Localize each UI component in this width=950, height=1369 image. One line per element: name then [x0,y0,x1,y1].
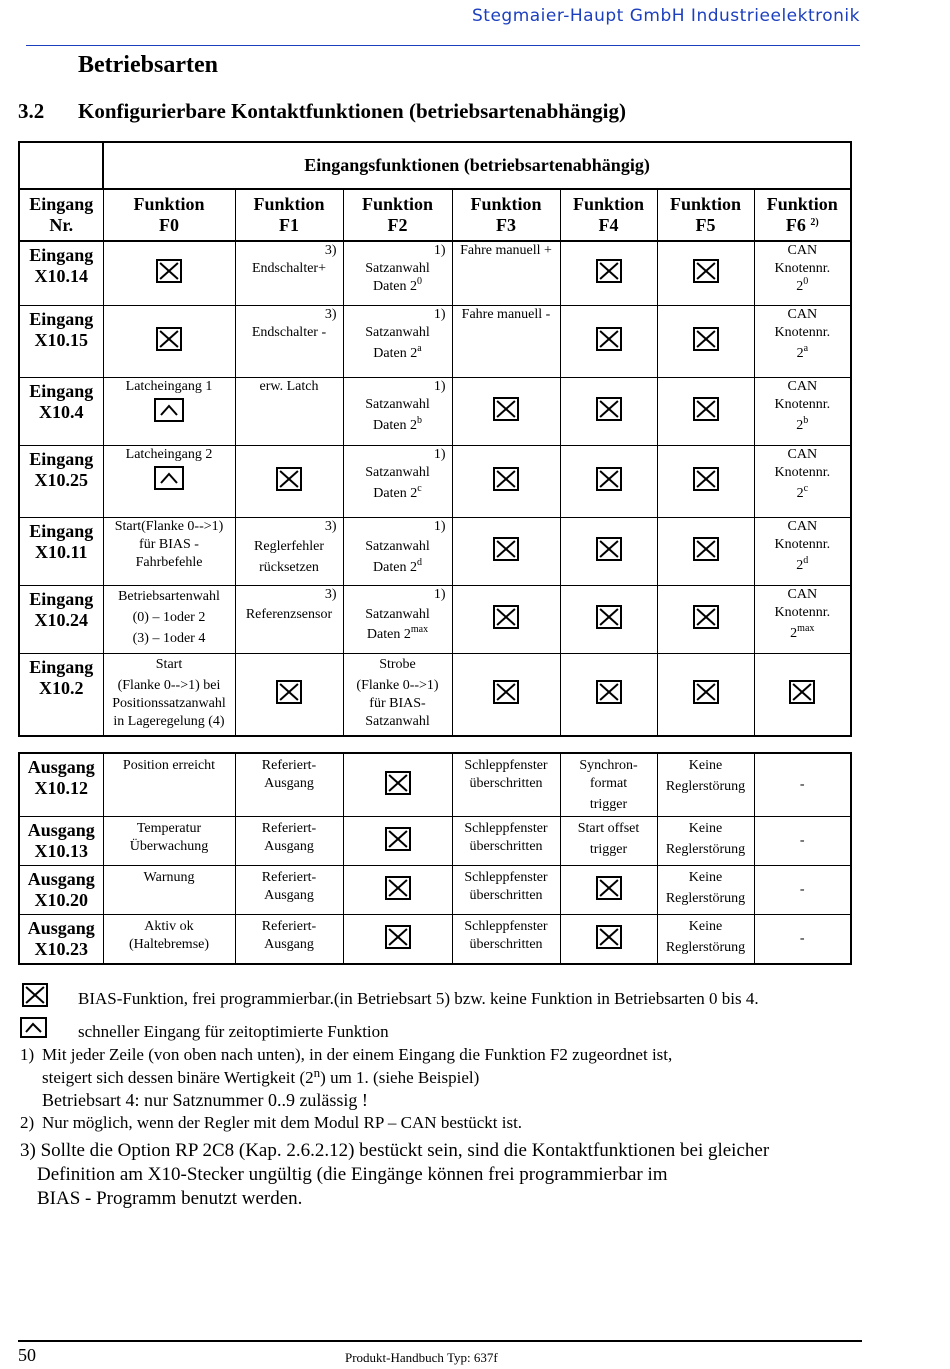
table-row [19,753,851,816]
cell-f5: Keine Reglerstörung [657,816,754,865]
cell-f6: CAN Knotennr. $2^{max}$ [754,585,851,653]
col-header-f5: Funktion F5 [657,189,754,241]
cell-f2: 1) Satzanwahl Daten 2$^c$ [343,445,452,517]
bias-function-icon [596,397,622,421]
fast-input-icon [154,466,184,490]
cell-f2: 1) Satzanwahl Daten $2^{max}$ [343,585,452,653]
bias-function-icon [493,605,519,629]
table-row [19,445,851,517]
bias-function-icon [693,605,719,629]
col-header-f0: Funktion F0 [103,189,235,241]
col-header-f3: Funktion F3 [452,189,560,241]
cell-f3 [452,653,560,736]
footnote-1: 1) Mit jeder Zeile (von oben nach unten), in der einem Eingang die Funktion F2 zugeordnet ist, steigert sich dessen binäre Wertigkeit (2$^n$) um 1. (siehe Beispiel) Betriebsart 4: nur Satznummer 0..9 zulässig ! [20,1045,673,1110]
cell-f3: Schleppfenster überschritten [452,865,560,914]
bias-function-icon [789,680,815,704]
cell-f1: Referiert- Ausgang [235,753,343,816]
footnote-2: 2) Nur möglich, wenn der Regler mit dem Modul RP – CAN bestückt ist. [20,1113,523,1132]
footer-rule [18,1340,862,1342]
cell-f4 [560,585,657,653]
footnote-ref: 2) [810,217,819,228]
row-label: Eingang X10.25 [19,445,103,517]
cell-f4: Start offset trigger [560,816,657,865]
cell-f4 [560,653,657,736]
cell-f1: 3) Referenzsensor [235,585,343,653]
cell-f6: - [754,865,851,914]
cell-f6: CAN Knotennr. 2$^c$ [754,445,851,517]
inputs-table [18,141,852,737]
table-row [19,241,851,305]
bias-function-icon [385,771,411,795]
row-label: Ausgang X10.20 [19,865,103,914]
cell-f4 [560,241,657,305]
cell-f4 [560,445,657,517]
cell-f5 [657,517,754,585]
cell-f0: Start (Flanke 0-->1) bei Positionssatzanwahl in Lageregelung (4) [103,653,235,736]
footer-text: Produkt-Handbuch Typ: 637f [345,1350,498,1365]
cell-f5 [657,445,754,517]
cell-f0: Position erreicht [103,753,235,816]
page-title: Betriebsarten [78,52,218,78]
cell-f1: Referiert- Ausgang [235,865,343,914]
cell-f0 [103,241,235,305]
cell-f6: - [754,816,851,865]
bias-function-icon [276,680,302,704]
col-header-f1: Funktion F1 [235,189,343,241]
row-label: Eingang X10.14 [19,241,103,305]
cell-f1: Referiert- Ausgang [235,816,343,865]
table-row [19,305,851,377]
cell-f6: - [754,914,851,964]
cell-f4: Synchron- format trigger [560,753,657,816]
row-label: Eingang X10.2 [19,653,103,736]
cell-f5 [657,585,754,653]
cell-f3 [452,445,560,517]
cell-f3 [452,377,560,445]
cell-f3: Schleppfenster überschritten [452,816,560,865]
bias-function-icon [596,467,622,491]
cell-f1 [235,653,343,736]
bias-function-icon [156,327,182,351]
cell-f0: Temperatur Überwachung [103,816,235,865]
row-label: Eingang X10.15 [19,305,103,377]
cell-f2: 1) Satzanwahl Daten 2$^a$ [343,305,452,377]
bias-function-icon [596,605,622,629]
cell-f0: Betriebsartenwahl (0) – 1oder 2 (3) – 1oder 4 [103,585,235,653]
bias-function-icon [493,467,519,491]
cell-f5: Keine Reglerstörung [657,865,754,914]
table-row [19,517,851,585]
cell-f1: 3) Endschalter - [235,305,343,377]
cell-f2 [343,914,452,964]
cell-f4 [560,517,657,585]
bias-function-icon [493,680,519,704]
cell-f6 [754,653,851,736]
section-heading [18,99,626,124]
col-header-f4: Funktion F4 [560,189,657,241]
cell-f0: Latcheingang 1 [103,377,235,445]
cell-f1 [235,445,343,517]
cell-f6: CAN Knotennr. 2$^a$ [754,305,851,377]
cell-f4 [560,305,657,377]
cell-f6: CAN Knotennr. 2$^b$ [754,377,851,445]
bias-function-icon [385,827,411,851]
cell-f3 [452,517,560,585]
cell-f3 [452,585,560,653]
cell-f0: Warnung [103,865,235,914]
table-row [19,914,851,964]
corner-cell [19,142,103,189]
bias-function-icon [385,876,411,900]
bias-function-icon [596,876,622,900]
cell-f2 [343,753,452,816]
cell-f3: Fahre manuell + [452,241,560,305]
cell-f3: Schleppfenster überschritten [452,753,560,816]
bias-function-icon [156,259,182,283]
row-label: Eingang X10.4 [19,377,103,445]
bias-function-icon [596,259,622,283]
bias-function-icon [22,983,48,1007]
bias-function-icon [385,925,411,949]
cell-f5 [657,241,754,305]
outputs-table [18,752,852,965]
cell-f5 [657,653,754,736]
cell-f3: Fahre manuell - [452,305,560,377]
table-row [19,585,851,653]
company-header: Stegmaier-Haupt GmbH Industrieelektronik [471,6,860,26]
cell-f2 [343,865,452,914]
row-label: Eingang X10.11 [19,517,103,585]
row-label: Ausgang X10.12 [19,753,103,816]
page-number: 50 [18,1345,36,1365]
bias-function-icon [693,537,719,561]
footnote-3: 3) Sollte die Option RP 2C8 (Kap. 2.6.2.12) bestückt sein, sind die Kontaktfunktionen bei gleicher Definition am X10-Stecker ungültig (die Eingänge können frei programmierbar im BIAS - Programm benutzt werden. [20,1140,770,1209]
bias-function-icon [596,327,622,351]
cell-f5 [657,377,754,445]
cell-f2 [343,816,452,865]
bias-function-icon [693,327,719,351]
bias-function-icon [596,680,622,704]
bias-function-icon [693,680,719,704]
bias-function-icon [276,467,302,491]
row-label: Ausgang X10.23 [19,914,103,964]
table-row [19,816,851,865]
bias-function-icon [693,397,719,421]
header-rule [26,45,860,46]
row-label: Eingang X10.24 [19,585,103,653]
cell-f5: Keine Reglerstörung [657,914,754,964]
cell-f5 [657,305,754,377]
cell-f6: CAN Knotennr. $2^0$ [754,241,851,305]
cell-f6: - [754,753,851,816]
cell-f3: Schleppfenster überschritten [452,914,560,964]
cell-f1: 3) Reglerfehler rücksetzen [235,517,343,585]
cell-f0 [103,305,235,377]
cell-f4 [560,914,657,964]
section-number: 3.2 [18,99,45,123]
cell-f4 [560,377,657,445]
cell-f2: Strobe (Flanke 0-->1) für BIAS- Satzanwahl [343,653,452,736]
cell-f0: Latcheingang 2 [103,445,235,517]
cell-f0: Start(Flanke 0-->1) für BIAS - Fahrbefehle [103,517,235,585]
cell-f0: Aktiv ok (Haltebremse) [103,914,235,964]
cell-f1: Referiert- Ausgang [235,914,343,964]
cell-f4 [560,865,657,914]
cell-f2: 1) Satzanwahl Daten $2^0$ [343,241,452,305]
cell-f1: 3) Endschalter+ [235,241,343,305]
cell-f2: 1) Satzanwahl Daten 2$^b$ [343,377,452,445]
bias-function-icon [596,925,622,949]
table-row [19,377,851,445]
bias-function-icon [693,467,719,491]
row-label: Ausgang X10.13 [19,816,103,865]
cell-f6: CAN Knotennr. 2$^d$ [754,517,851,585]
cell-f2: 1) Satzanwahl Daten 2$^d$ [343,517,452,585]
col-header-f6: Funktion F6 $^{2)}$ [754,189,851,241]
col-header-eingang: Eingang Nr. [19,189,103,241]
col-header-f2: Funktion F2 [343,189,452,241]
group-header: Eingangsfunktionen (betriebsartenabhängig) [103,142,851,189]
bias-function-icon [493,537,519,561]
table-row [19,653,851,736]
bias-function-icon [493,397,519,421]
fast-input-icon [20,1017,47,1038]
cell-f1: erw. Latch [235,377,343,445]
bias-function-icon [693,259,719,283]
section-heading-text: Konfigurierbare Kontaktfunktionen (betriebsartenabhängig) [78,99,626,123]
cell-f5: Keine Reglerstörung [657,753,754,816]
bias-function-icon [596,537,622,561]
legend-fast: schneller Eingang für zeitoptimierte Funktion [78,1022,389,1041]
fast-input-icon [154,398,184,422]
legend-bias: BIAS-Funktion, frei programmierbar.(in Betriebsart 5) bzw. keine Funktion in Betriebsarten 0 bis 4. [78,989,759,1008]
table-row [19,865,851,914]
